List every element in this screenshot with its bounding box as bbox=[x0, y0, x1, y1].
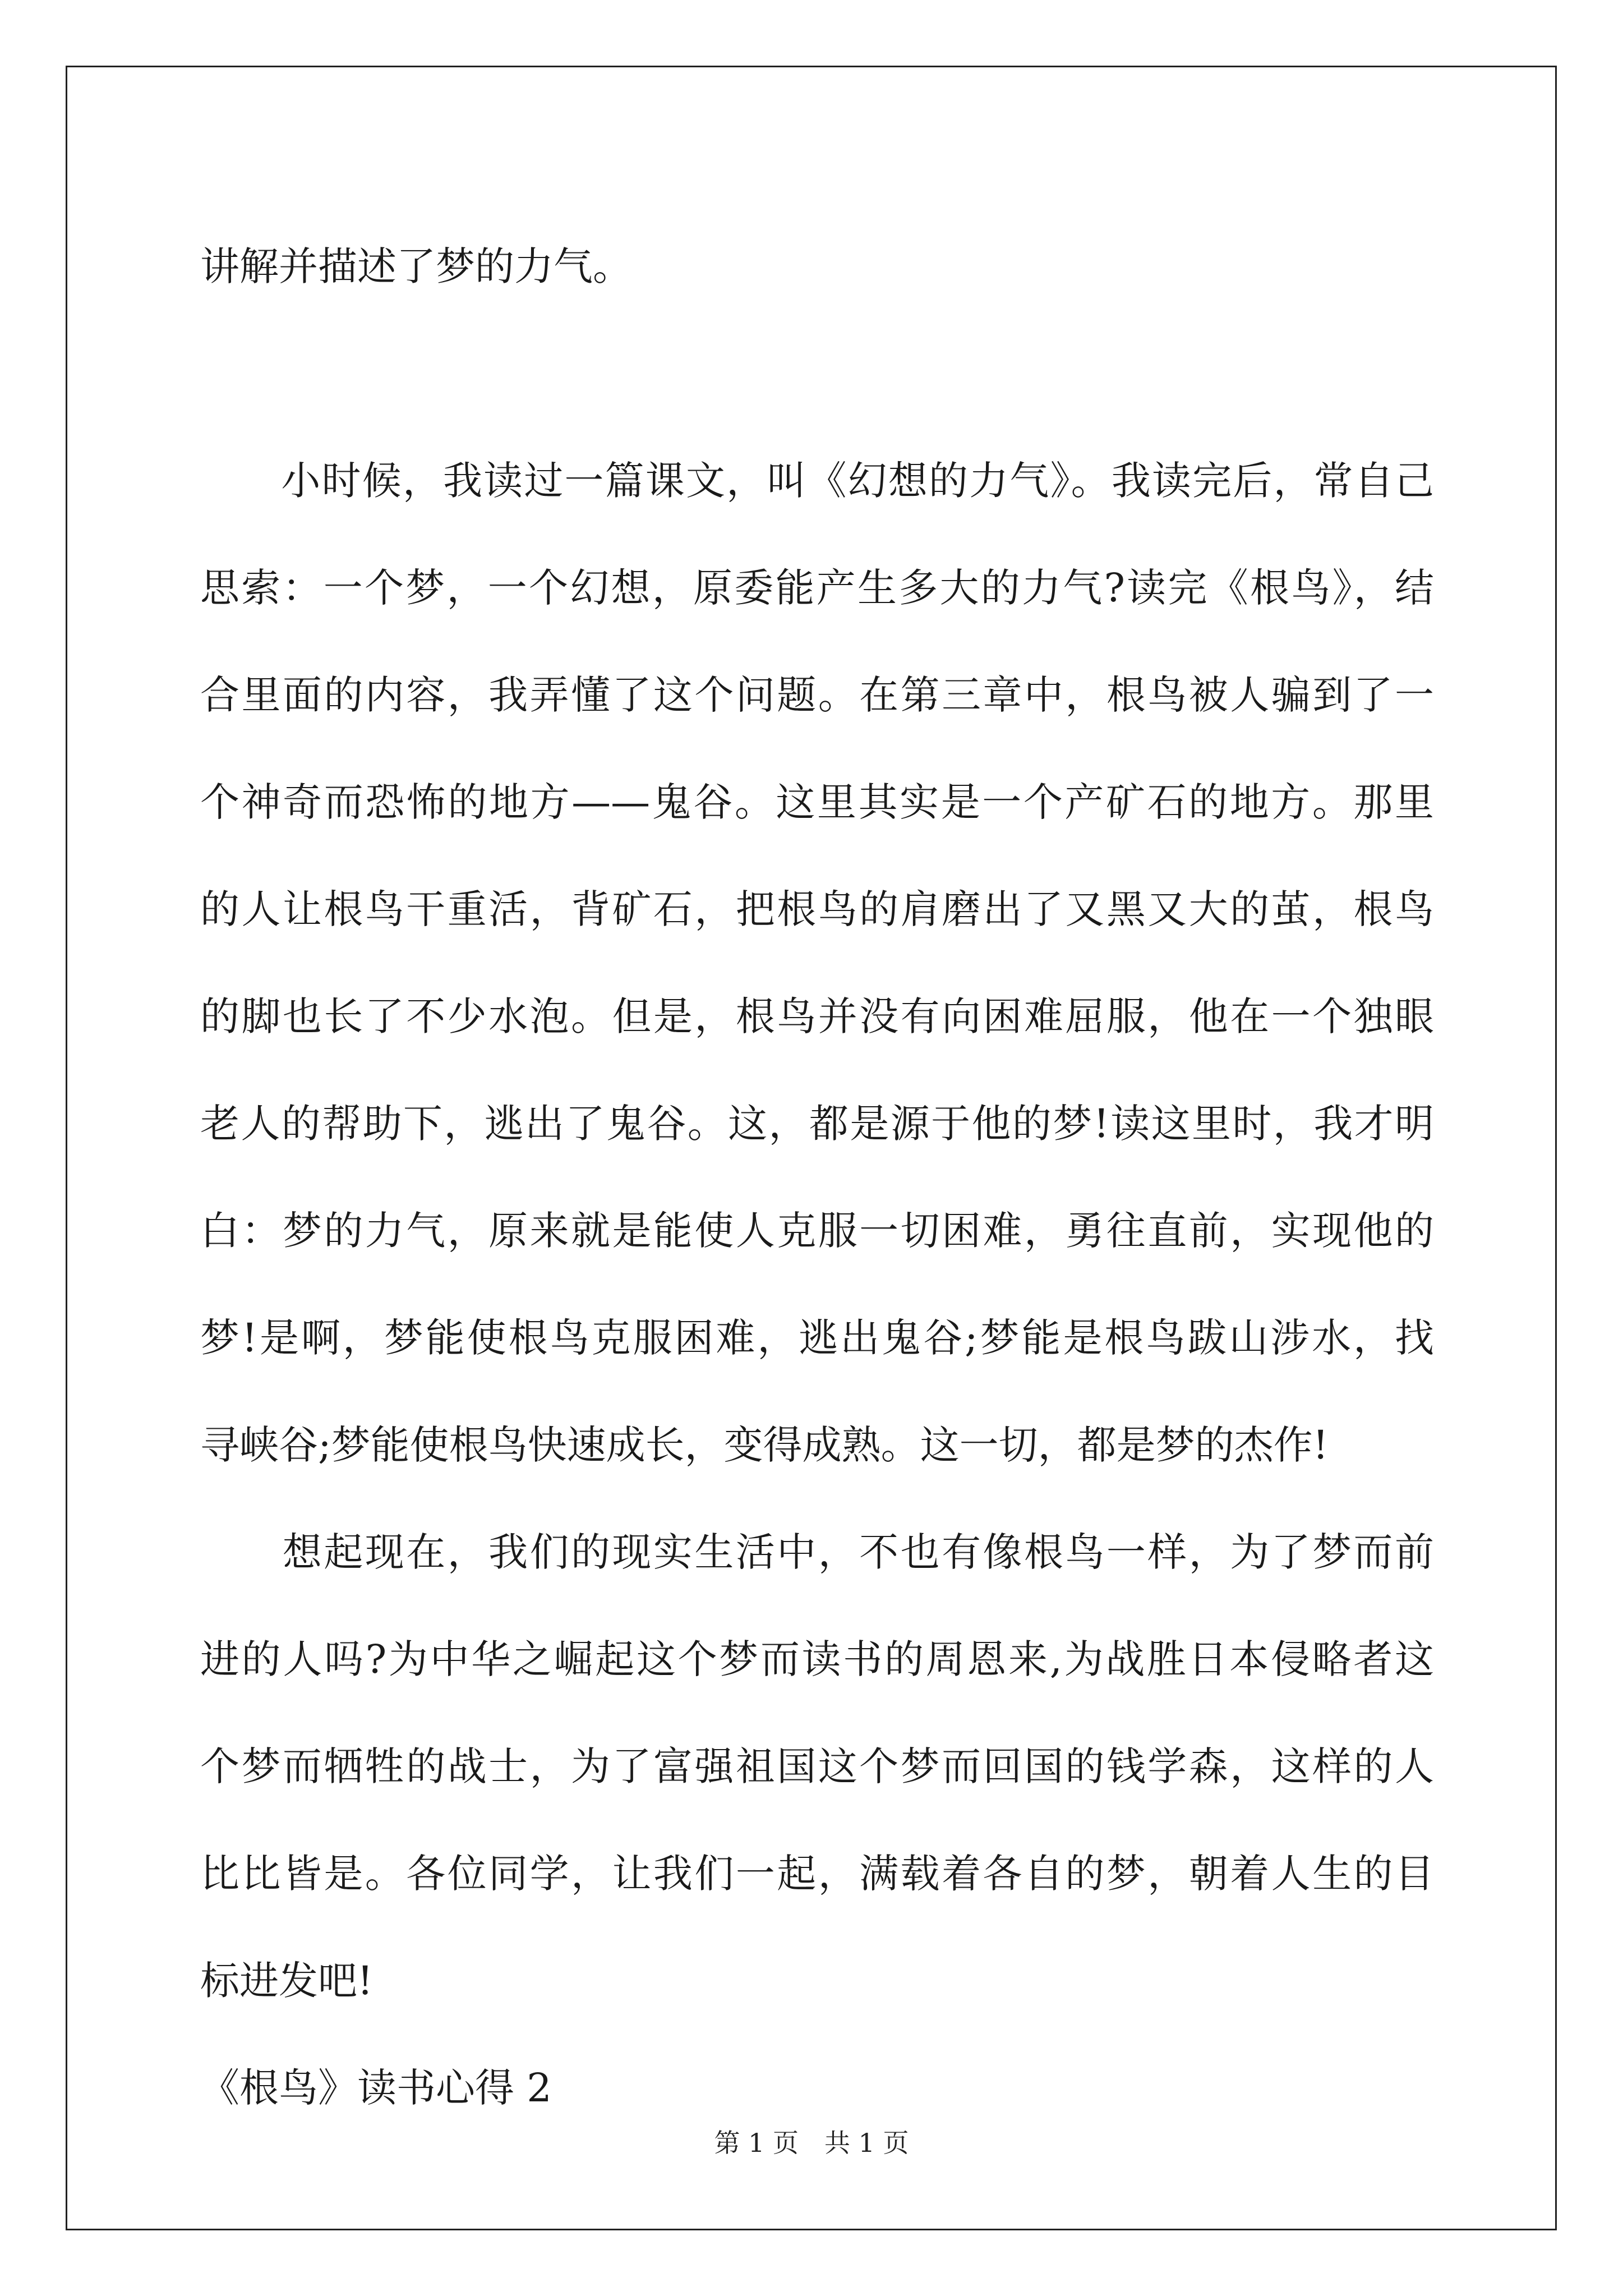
page-footer bbox=[0, 2126, 1623, 2160]
text-line: 寻峡谷;梦能使根鸟快速成长，变得成熟。这一切，都是梦的杰作! bbox=[200, 1422, 1329, 1468]
text-line: 个神奇而恐怖的地方——鬼谷。这里其实是一个产矿石的地方。那里 bbox=[200, 779, 1434, 825]
text-line: 想起现在，我们的现实生活中，不也有像根鸟一样，为了梦而前 bbox=[200, 1529, 1434, 1575]
page-number: 第 1 页 bbox=[714, 2128, 799, 2158]
text-line: 的脚也长了不少水泡。但是，根鸟并没有向困难屈服，他在一个独眼 bbox=[200, 993, 1434, 1039]
text-line: 的人让根鸟干重活，背矿石，把根鸟的肩磨出了又黑又大的茧，根鸟 bbox=[200, 886, 1434, 932]
text-line: 白：梦的力气，原来就是能使人克服一切困难，勇往直前，实现他的 bbox=[200, 1208, 1434, 1254]
document-body bbox=[200, 213, 1434, 2142]
text-line: 合里面的内容，我弄懂了这个问题。在第三章中，根鸟被人骗到了一 bbox=[200, 672, 1434, 718]
text-line: 标进发吧! bbox=[200, 1958, 374, 2004]
text-line: 个梦而牺牲的战士，为了富强祖国这个梦而回国的钱学森，这样的人 bbox=[200, 1743, 1434, 1789]
paragraph-gap bbox=[200, 320, 1434, 427]
page-total: 共 1 页 bbox=[824, 2128, 909, 2158]
section-heading: 《根鸟》读书心得 2 bbox=[200, 2065, 552, 2111]
text-line: 比比皆是。各位同学，让我们一起，满载着各自的梦，朝着人生的目 bbox=[200, 1851, 1434, 1897]
text-line: 思索：一个梦，一个幻想，原委能产生多大的力气?读完《根鸟》，结 bbox=[200, 565, 1434, 611]
text-line: 讲解并描述了梦的力气。 bbox=[200, 243, 632, 289]
text-line: 老人的帮助下，逃出了鬼谷。这，都是源于他的梦!读这里时，我才明 bbox=[200, 1101, 1434, 1147]
text-line: 梦!是啊，梦能使根鸟克服困难，逃出鬼谷;梦能是根鸟跋山涉水，找 bbox=[200, 1315, 1434, 1361]
text-line: 小时候，我读过一篇课文，叫《幻想的力气》。我读完后，常自己 bbox=[200, 458, 1434, 504]
text-line: 进的人吗?为中华之崛起这个梦而读书的周恩来,为战胜日本侵略者这 bbox=[200, 1636, 1434, 1682]
